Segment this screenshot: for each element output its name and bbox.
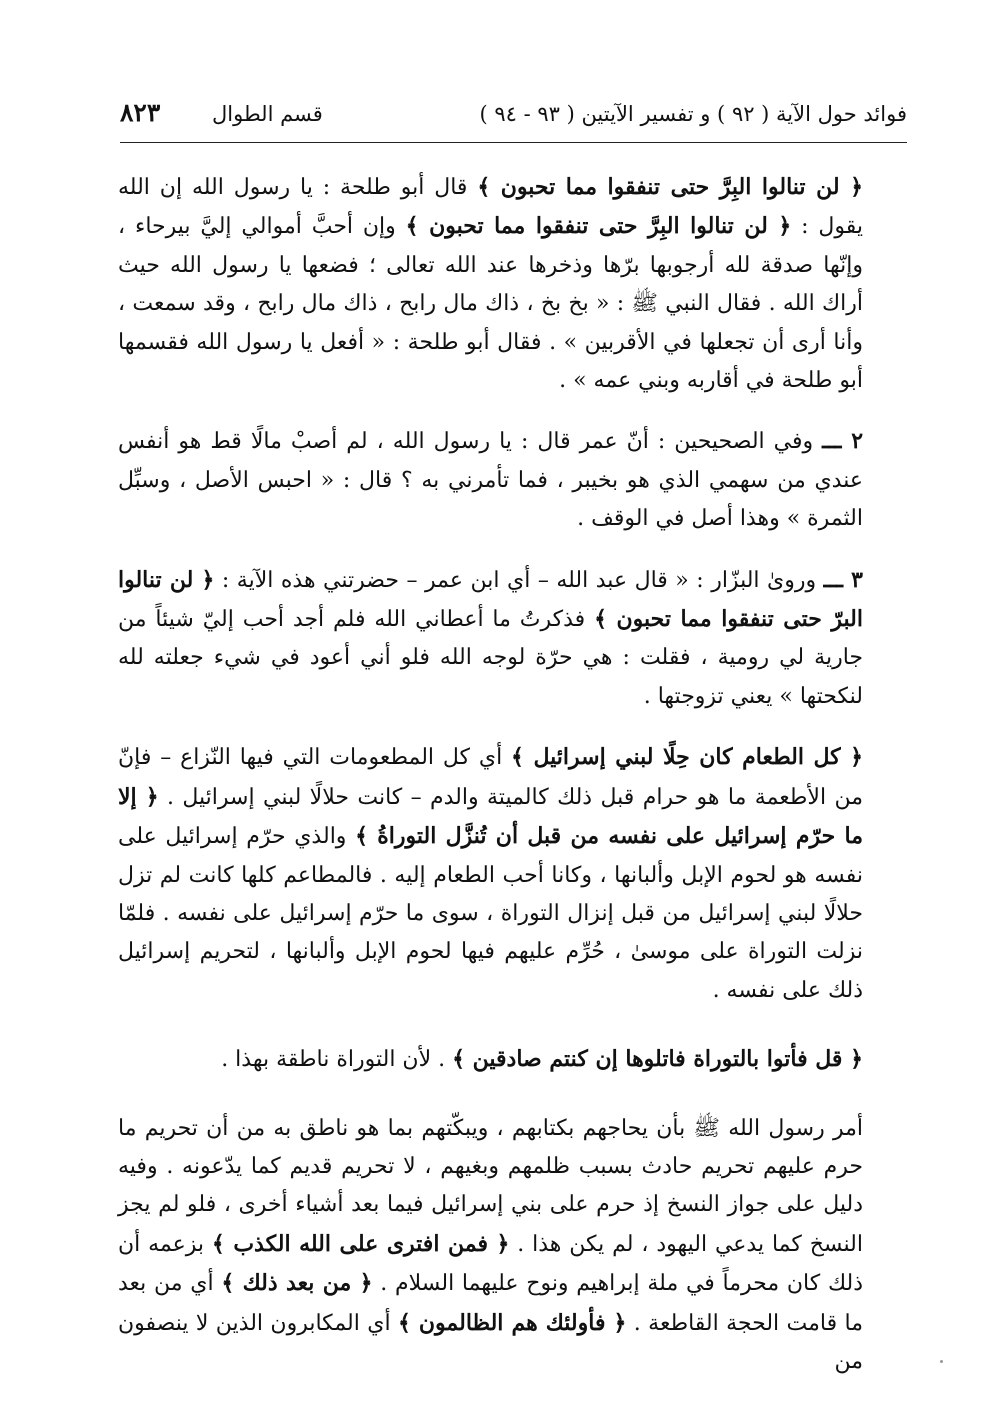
paragraph-abu-talha	[118, 168, 863, 400]
paragraph-text: والذي حرّم إسرائيل على نفسه هو لحوم الإبل وألبانها ، وكانا أحب الطعام إليه . فالمطاعم كلها كانت لم تزل حلالًا لبني إسرائيل من قبل إنزال التوراة ، سوى ما حرّم إسرائيل على نفسه . فلمّا نزلت التوراة على موسىٰ ، حُرِّم عليهم فيها لحوم الإبل وألبانها ، لتحريم إسرائيل ذلك على نفسه .	[118, 824, 863, 1003]
paragraph-text: . لأن التوراة ناطقة بهذا .	[221, 1047, 453, 1073]
paragraph-text: قال أبو طلحة : يا رسول الله إن الله يقول :	[118, 175, 863, 240]
quran-verse: ﴿ قل فأتوا بالتوراة فاتلوها إن كنتم صادقين ﴾	[452, 1046, 863, 1073]
paragraph-bring-torah	[118, 1040, 863, 1079]
paragraph-umar-waqf	[118, 422, 863, 538]
quran-verse: ﴿ إلا ما حرّم إسرائيل على نفسه من قبل أن تُنزَّل التوراةُ ﴾	[118, 783, 863, 850]
paragraph-text: أي من بعد ما قامت الحجة القاطعة .	[118, 1271, 864, 1336]
scan-speck	[940, 1360, 943, 1363]
page-body	[118, 168, 863, 1403]
page-number: ٨٢٣	[120, 98, 161, 127]
item-number: ٢ ـــ	[822, 428, 864, 455]
paragraph-text: فذكرتُ ما أعطاني الله فلم أجد أحب إليّ شيئاً من جارية لي رومية ، فقلت : هي حرّة لوجه الله فلو أني أعود في شيء جعلته لله لنكحتها » يعني تزوجتها .	[118, 607, 863, 709]
paragraph-text: أي المكابرون الذين لا ينصفون من	[118, 1310, 863, 1374]
paragraph-text: أي كل المطعومات التي فيها النّزاع – فإنّ من الأطعمة ما هو حرام قبل ذلك كالميتة والدم – كانت حلالًا لبني إسرائيل .	[118, 745, 863, 810]
paragraph-text: أمر رسول الله ﷺ بأن يحاجهم بكتابهم ، ويبكّتهم بما هو ناطق به من أن تحريم ما حرم عليهم تحريم حادث بسبب ظلمهم وبغيهم ، لا تحريم قديم كما يدّعونه . وفيه دليل على جواز النسخ إذ حرم على بني إسرائيل فيما بعد أشياء أخرى ، فلو لم يجز النسخ كما يدعي اليهود ، لم يكن هذا .	[118, 1115, 863, 1257]
paragraph-argument	[118, 1110, 863, 1382]
item-number: ٣ ـــ	[823, 566, 863, 593]
paragraph-text: وروىٰ البزّار : « قال عبد الله – أي ابن عمر – حضرتني هذه الآية :	[214, 567, 824, 593]
quran-verse: ﴿ لن تنالوا البِرَّ حتى تنفقوا مما تحبون ﴾	[477, 174, 863, 200]
paragraph-food-israel	[118, 738, 863, 1010]
quran-verse: ﴿ لن تنالوا البِرَّ حتى تنفقوا مما تحبون ﴾	[405, 213, 792, 240]
paragraph-text: وإن أحبَّ أموالي إليَّ بيرحاء ، وإنّها صدقة لله أرجوبها برّها وذخرها عند الله تعالى ؛ فضعها يا رسول الله حيث أراك الله . فقال النبي ﷺ : « بخ بخ ، ذاك مال رابح ، ذاك مال رابح ، وقد سمعت ، وأنا أرى أن تجعلها في الأقربين » . فقال أبو طلحة : « أفعل يا رسول الله فقسمها أبو طلحة في أقاربه وبني عمه » .	[118, 214, 863, 394]
section-name: قسم الطوال	[212, 102, 323, 126]
paragraph-bazzar	[118, 561, 863, 717]
quran-verse: ﴿ من بعد ذلك ﴾	[221, 1270, 373, 1297]
paragraph-text: بزعمه أن ذلك كان محرماً في ملة إبراهيم ونوح عليهما السلام .	[118, 1231, 863, 1297]
quran-verse: ﴿ فمن افترى على الله الكذب ﴾	[211, 1230, 510, 1257]
running-title: فوائد حول الآية ( ٩٢ ) و تفسير الآيتين ( ٩٣ - ٩٤ )	[479, 102, 907, 126]
quran-verse: ﴿ كل الطعام كان حِلًا لبني إسرائيل ﴾	[511, 744, 863, 771]
quran-verse: ﴿ لن تنالوا البرّ حتى تنفقوا مما تحبون ﴾	[118, 566, 864, 633]
page-header	[120, 96, 907, 143]
paragraph-text: وفي الصحيحين : أنّ عمر قال : يا رسول الله ، لم أصبْ مالًا قط هو أنفس عندي من سهمي الذي هو بخيبر ، فما تأمرني به ؟ قال : « احبس الأصل ، وسبِّل الثمرة » وهذا أصل في الوقف .	[118, 429, 863, 532]
quran-verse: ﴿ فأولئك هم الظالمون ﴾	[397, 1309, 627, 1336]
